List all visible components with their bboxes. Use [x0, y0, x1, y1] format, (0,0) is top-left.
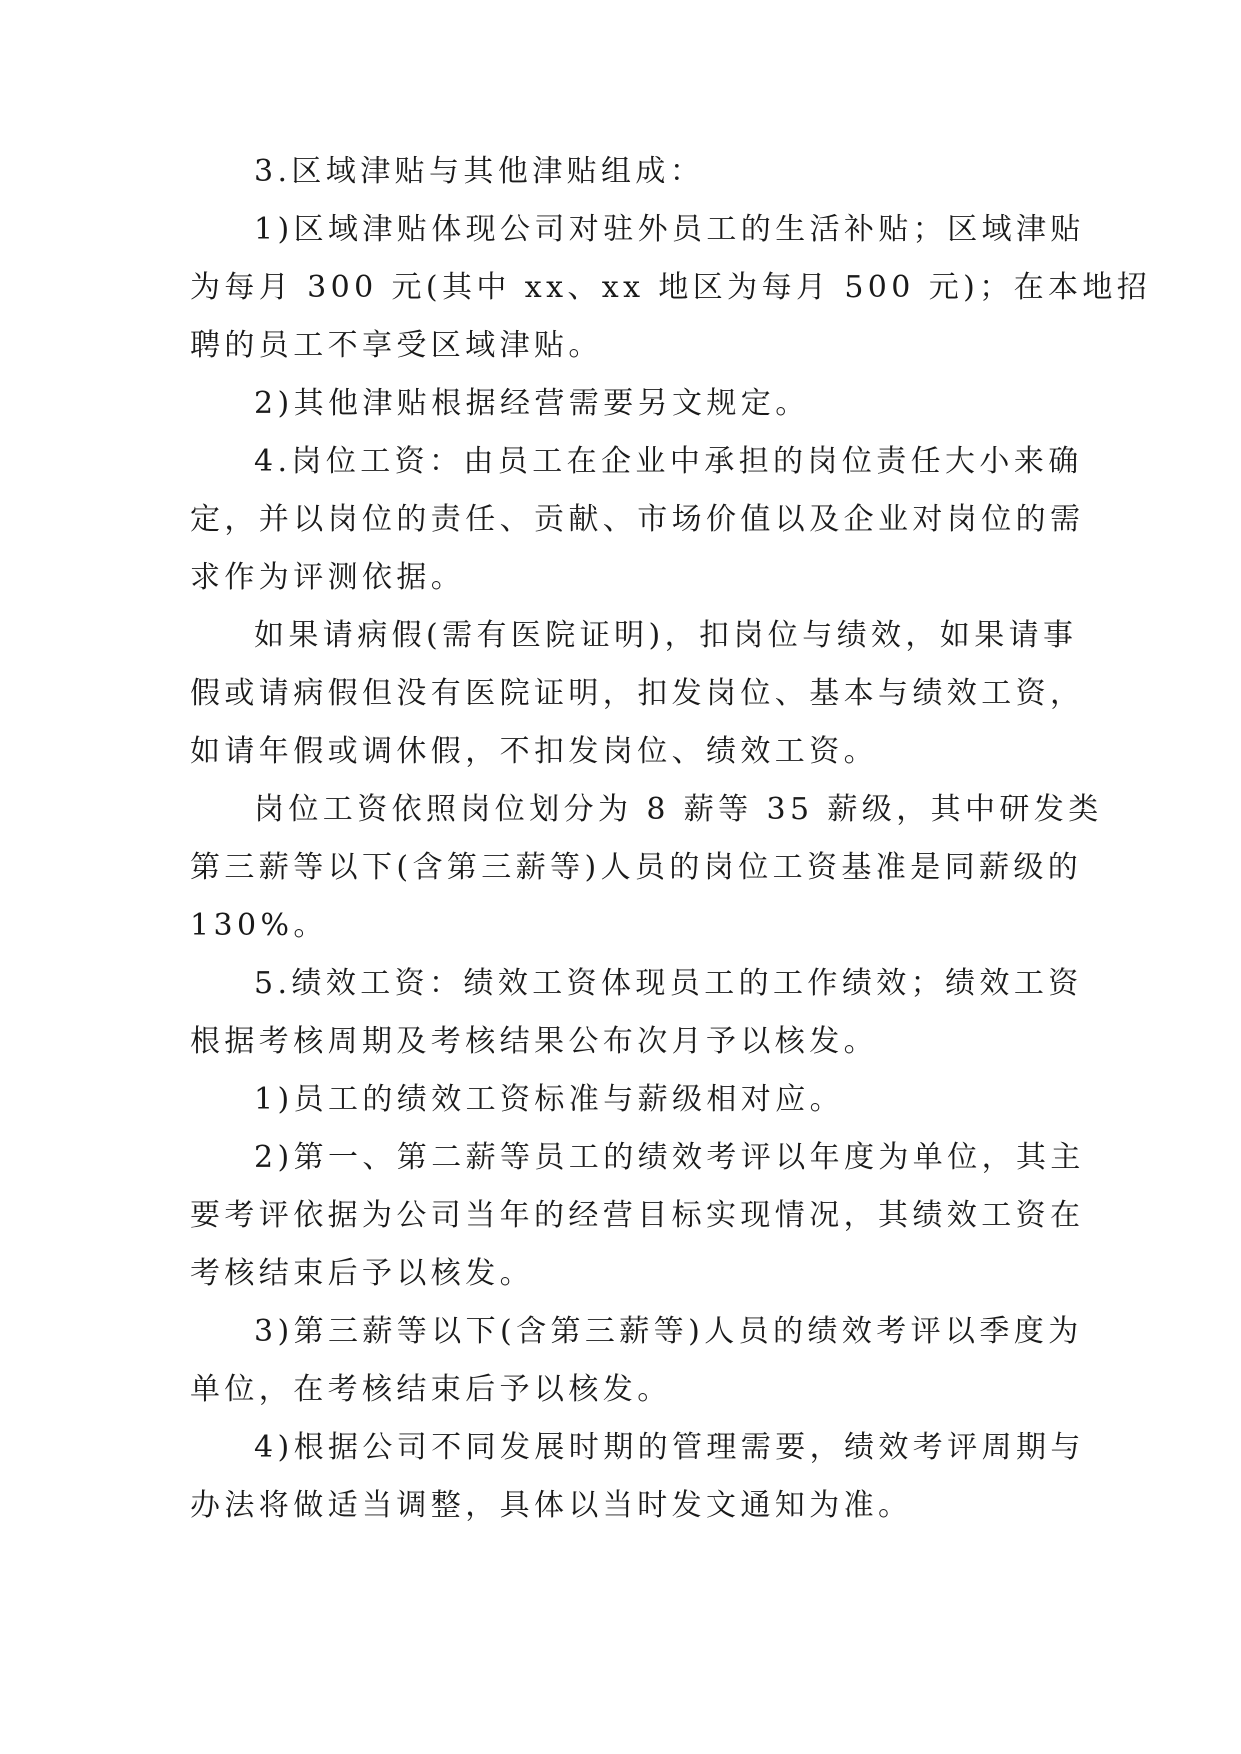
text-line: 2)其他津贴根据经营需要另文规定。 — [254, 386, 810, 421]
text-line: 单位，在考核结束后予以核发。 — [190, 1372, 672, 1407]
text-line: 1)员工的绩效工资标准与薪级相对应。 — [254, 1082, 844, 1117]
text-line: 求作为评测依据。 — [190, 560, 466, 595]
text-line: 办法将做适当调整，具体以当时发文通知为准。 — [190, 1488, 913, 1523]
text-line: 第三薪等以下(含第三薪等)人员的岗位工资基准是同薪级的 — [190, 850, 1083, 885]
text-line: 定，并以岗位的责任、贡献、市场价值以及企业对岗位的需 — [190, 502, 1085, 537]
text-line: 根据考核周期及考核结果公布次月予以核发。 — [190, 1024, 878, 1059]
text-line: 1)区域津贴体现公司对驻外员工的生活补贴；区域津贴 — [254, 212, 1085, 247]
text-line: 4)根据公司不同发展时期的管理需要，绩效考评周期与 — [254, 1430, 1085, 1465]
text-line: 130%。 — [190, 908, 328, 943]
text-line: 假或请病假但没有医院证明，扣发岗位、基本与绩效工资， — [190, 676, 1085, 711]
text-line: 3)第三薪等以下(含第三薪等)人员的绩效考评以季度为 — [254, 1314, 1083, 1349]
text-line: 岗位工资依照岗位划分为 8 薪等 35 薪级，其中研发类 — [254, 792, 1103, 827]
text-line: 要考评依据为公司当年的经营目标实现情况，其绩效工资在 — [190, 1198, 1085, 1233]
text-line: 4.岗位工资：由员工在企业中承担的岗位责任大小来确 — [254, 444, 1083, 479]
text-line: 如请年假或调休假，不扣发岗位、绩效工资。 — [190, 734, 878, 769]
text-line: 聘的员工不享受区域津贴。 — [190, 328, 603, 363]
text-line: 5.绩效工资：绩效工资体现员工的工作绩效；绩效工资 — [254, 966, 1083, 1001]
text-line: 为每月 300 元(其中 xx、xx 地区为每月 500 元)；在本地招 — [190, 270, 1152, 305]
text-line: 2)第一、第二薪等员工的绩效考评以年度为单位，其主 — [254, 1140, 1085, 1175]
text-line: 如果请病假(需有医院证明)，扣岗位与绩效，如果请事 — [254, 618, 1078, 653]
text-line: 3.区域津贴与其他津贴组成： — [254, 154, 705, 189]
text-line: 考核结束后予以核发。 — [190, 1256, 534, 1291]
